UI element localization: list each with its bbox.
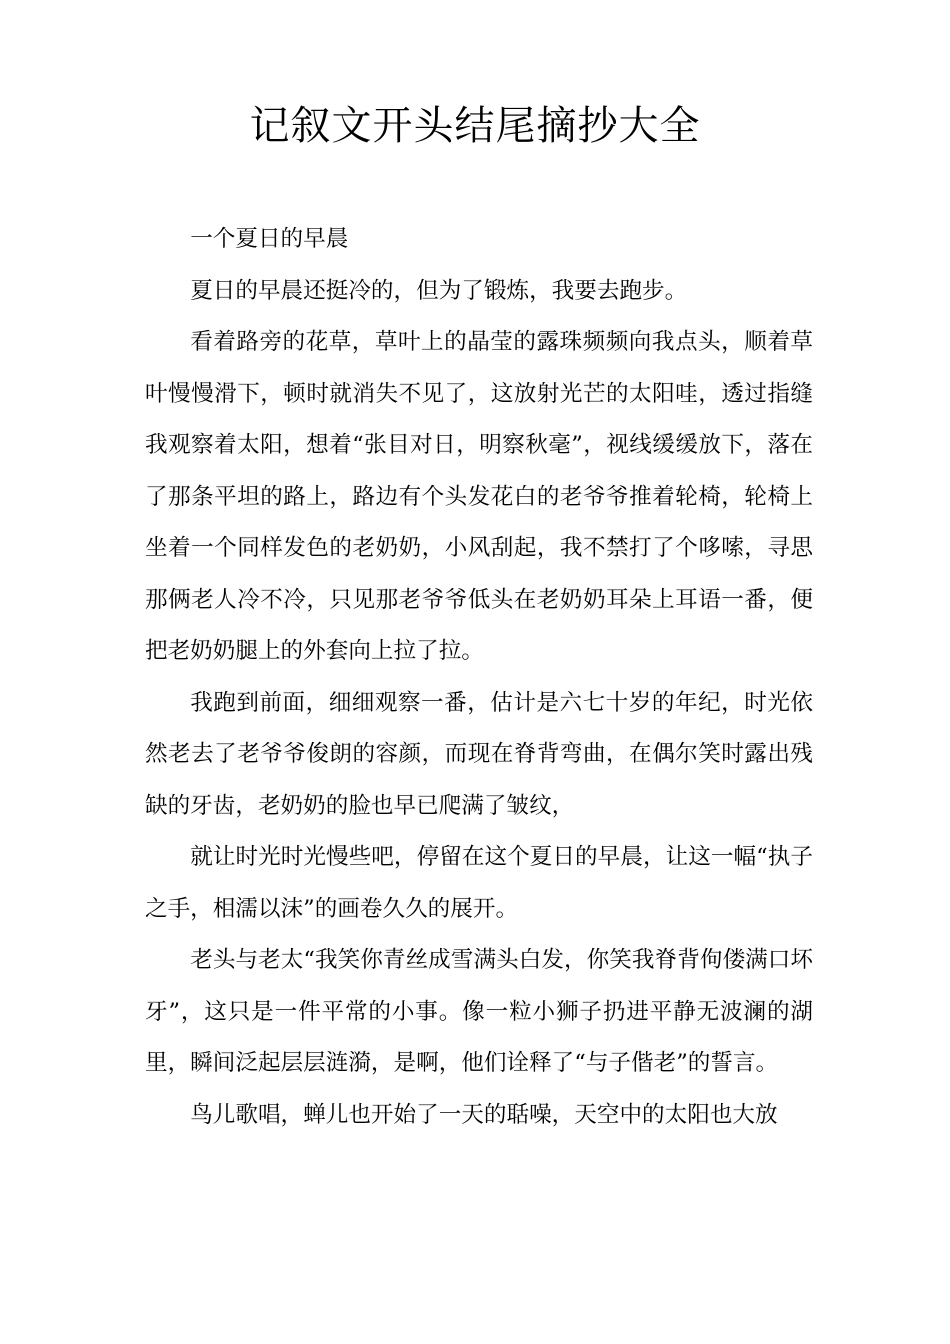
paragraph: 看着路旁的花草，草叶上的晶莹的露珠频频向我点头，顺着草叶慢慢滑下，顿时就消失不见了，这放射光芒的太阳哇，透过指缝我观察着太阳，想着“张目对日，明察秋毫”，视线缓缓放下，落在了那条平坦的路上，路边有个头发花白的老爷爷推着轮椅，轮椅上坐着一个同样发色的老奶奶，小风刮起，我不禁打了个哆嗦，寻思那俩老人冷不冷，只见那老爷爷低头在老奶奶耳朵上耳语一番，便把老奶奶腿上的外套向上拉了拉。 (145, 329, 813, 664)
document-title: 记叙文开头结尾摘抄大全 (249, 103, 701, 149)
paragraph: 老头与老太“我笑你青丝成雪满头白发，你笑我脊背佝偻满口坏牙”，这只是一件平常的小事。像一粒小狮子扔进平静无波澜的湖里，瞬间泛起层层涟漪，是啊，他们诠释了“与子偕老”的誓言。 (145, 947, 813, 1076)
paragraph: 鸟儿歌唱，蝉儿也开始了一天的聒噪，天空中的太阳也大放 (190, 1101, 778, 1128)
paragraph: 我跑到前面，细细观察一番，估计是六七十岁的年纪，时光依然老去了老爷爷俊朗的容颜，而现在脊背弯曲，在偶尔笑时露出残缺的牙齿，老奶奶的脸也早已爬满了皱纹， (145, 689, 813, 819)
paragraph: 一个夏日的早晨 (190, 226, 349, 252)
paragraph: 夏日的早晨还挺冷的，但为了锻炼，我要去跑步。 (190, 277, 688, 304)
document-body (145, 214, 813, 1141)
paragraph: 就让时光时光慢些吧，停留在这个夏日的早晨，让这一幅“执子之手，相濡以沫”的画卷久久的展开。 (145, 844, 813, 922)
